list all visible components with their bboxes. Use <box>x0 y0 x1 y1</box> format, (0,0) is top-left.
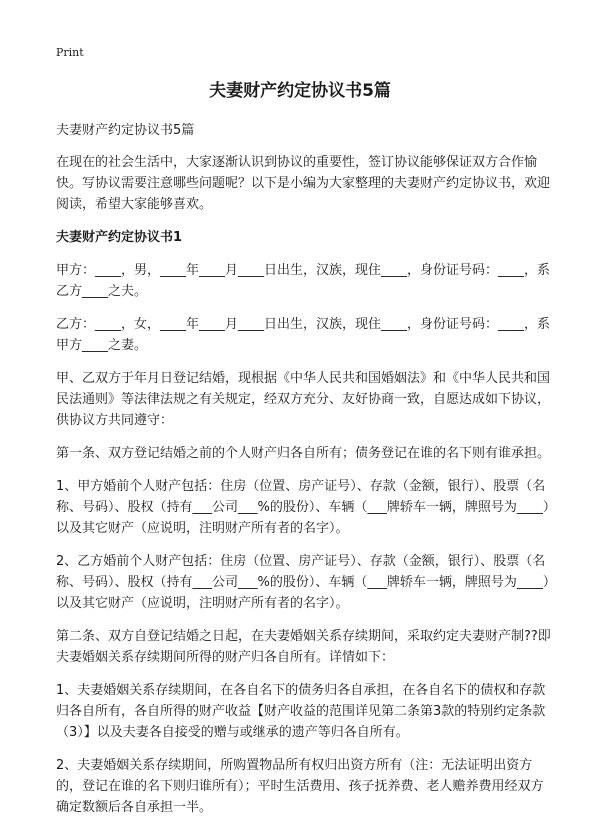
article-1-clause-2: 2、乙方婚前个人财产包括：住房（位置、房产证号）、存款（金额，银行）、股票（名称、号码）、股权（持有___公司___%的股份）、车辆（___牌轿车一辆，牌照号为____）以及其它财产（应说明，注明财产所有者的名字）。 <box>56 554 550 611</box>
preamble-paragraph: 甲、乙双方于年月日登记结婚，现根据《中华人民共和国婚姻法》和《中华人民共和国民法通则》等法律法规之有关规定，经双方充分、友好协商一致，自愿达成如下协议，供协议方共同遵守： <box>56 371 551 428</box>
section-heading: 夫妻财产约定协议书1 <box>56 230 183 245</box>
intro-paragraph: 在现在的社会生活中，大家逐渐认识到协议的重要性，签订协议能够保证双方合作愉快。写协议需要注意哪些问题呢？以下是小编为大家整理的夫妻财产约定协议书，欢迎阅读，希望大家能够喜欢。 <box>56 155 551 212</box>
party-b-paragraph: 乙方：____，女，____年____月____日出生，汉族，现住____，身份证号码：____，系甲方____之妻。 <box>56 317 551 353</box>
article-1-clause-1: 1、甲方婚前个人财产包括：住房（位置、房产证号）、存款（金额，银行）、股票（名称、号码）、股权（持有___公司___%的股份）、车辆（___牌轿车一辆，牌照号为____）以及其它财产（应说明，注明财产所有者的名字）。 <box>56 479 550 536</box>
article-1-paragraph: 第一条、双方登记结婚之前的个人财产归各自所有；债务登记在谁的名下则有谁承担。 <box>56 446 551 461</box>
page-title: 夫妻财产约定协议书5篇 <box>209 81 391 101</box>
document-body <box>56 120 552 830</box>
print-link[interactable]: Print <box>56 46 84 59</box>
party-a-paragraph: 甲方：____，男，____年____月____日出生，汉族，现住____，身份证号码：____，系乙方____之夫。 <box>56 263 551 299</box>
article-2-clause-1: 1、夫妻婚姻关系存续期间，在各自名下的债务归各自承担，在各自名下的债权和存款归各自所有，各自所得的财产收益【财产收益的范围详见第二条第3款的特别约定条款（3）】以及夫妻各自接受的赠与或继承的遗产等归各自所有。 <box>56 683 546 740</box>
article-2-paragraph: 第二条、双方自登记结婚之日起，在夫妻婚姻关系存续期间，采取约定夫妻财产制??即夫妻婚姻关系存续期间所得的财产归各自所有。详情如下： <box>56 629 551 665</box>
article-2-clause-2: 2、夫妻婚姻关系存续期间，所购置物品所有权归出资方所有（注：无法证明出资方的，登记在谁的名下则归谁所有）；平时生活费用、孩子抚养费、老人赡养费用经双方确定数额后各自承担一半。 <box>56 758 544 815</box>
document-subtitle: 夫妻财产约定协议书5篇 <box>56 123 195 138</box>
